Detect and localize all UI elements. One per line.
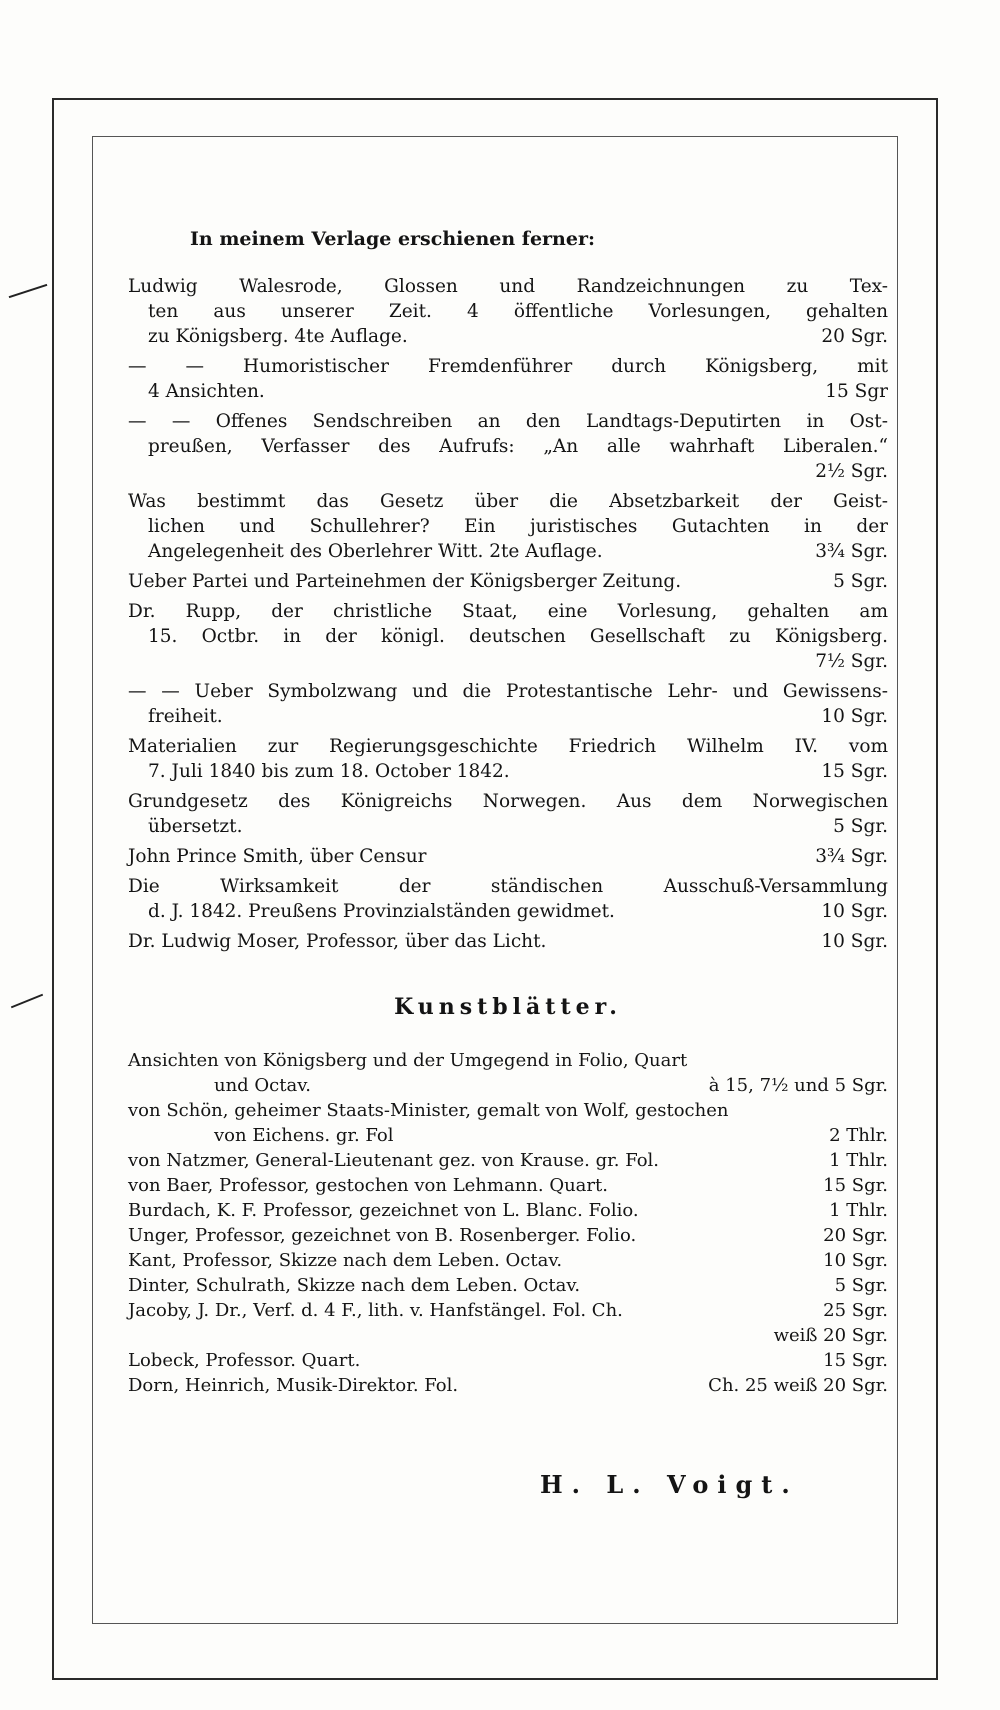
art-print-item xyxy=(128,1173,888,1198)
publication-entry xyxy=(128,354,888,404)
entry-last-line xyxy=(128,649,888,674)
publication-entry xyxy=(128,569,888,594)
entry-last-line xyxy=(128,929,888,954)
art-print-item xyxy=(128,1123,888,1148)
entry-line: 15. Octbr. in der königl. deutschen Gesellschaft zu Königsberg. xyxy=(148,626,888,647)
entry-price: 10 Sgr. xyxy=(821,706,888,727)
art-print-text: Lobeck, Professor. Quart. xyxy=(128,1350,361,1371)
art-print-price: 10 Sgr. xyxy=(823,1250,888,1271)
entry-line: Ludwig Walesrode, Glossen und Randzeichnungen zu Tex- xyxy=(128,276,888,297)
art-print-text: und Octav. xyxy=(214,1075,311,1096)
margin-mark-top xyxy=(9,284,48,298)
entry-text: zu Königsberg. 4te Auflage. xyxy=(148,326,408,347)
art-print-text: Jacoby, J. Dr., Verf. d. 4 F., lith. v. Hanfstängel. Fol. Ch. xyxy=(128,1300,623,1321)
art-print-item xyxy=(128,1048,888,1073)
publication-entry xyxy=(128,734,888,784)
entry-line: preußen, Verfasser des Aufrufs: „An alle wahrhaft Liberalen.“ xyxy=(148,436,888,457)
publisher-signature: H. L. Voigt. xyxy=(540,1470,799,1499)
publication-entry xyxy=(128,274,888,349)
entry-line: — — Ueber Symbolzwang und die Protestantische Lehr- und Gewissens- xyxy=(128,681,888,702)
art-print-text: Burdach, K. F. Professor, gezeichnet von L. Blanc. Folio. xyxy=(128,1200,639,1221)
publication-entry xyxy=(128,874,888,924)
section-title-kunstblaetter: Kunstblätter. xyxy=(394,994,622,1020)
entry-price: 15 Sgr xyxy=(825,381,888,402)
entry-line: — — Humoristischer Fremdenführer durch Königsberg, mit xyxy=(128,356,888,377)
entry-line: lichen und Schullehrer? Ein juristisches Gutachten in der xyxy=(148,516,888,537)
entry-last-line xyxy=(128,759,888,784)
entry-price: 10 Sgr. xyxy=(821,901,888,922)
publication-entry xyxy=(128,929,888,954)
entry-text: Angelegenheit des Oberlehrer Witt. 2te Auflage. xyxy=(148,541,603,562)
art-print-text: Unger, Professor, gezeichnet von B. Rosenberger. Folio. xyxy=(128,1225,637,1246)
publication-entry xyxy=(128,599,888,674)
art-print-text: Dinter, Schulrath, Skizze nach dem Leben. Octav. xyxy=(128,1275,581,1296)
art-print-text: von Natzmer, General-Lieutenant gez. von Krause. gr. Fol. xyxy=(128,1150,660,1171)
publication-entry xyxy=(128,844,888,869)
entry-last-line xyxy=(128,704,888,729)
entry-text: John Prince Smith, über Censur xyxy=(128,846,427,867)
art-print-price: 25 Sgr. xyxy=(823,1300,888,1321)
publication-list xyxy=(128,274,888,954)
entry-last-line xyxy=(128,569,888,594)
art-print-price: 15 Sgr. xyxy=(823,1175,888,1196)
entry-price: 3¾ Sgr. xyxy=(815,541,888,562)
entry-line: Materialien zur Regierungsgeschichte Friedrich Wilhelm IV. vom xyxy=(128,736,888,757)
entry-line: ten aus unserer Zeit. 4 öffentliche Vorlesungen, gehalten xyxy=(148,301,888,322)
entry-line: Was bestimmt das Gesetz über die Absetzbarkeit der Geist- xyxy=(128,491,888,512)
art-print-item xyxy=(128,1298,888,1323)
entry-text: 7. Juli 1840 bis zum 18. October 1842. xyxy=(148,761,510,782)
art-print-price: 5 Sgr. xyxy=(834,1275,888,1296)
art-print-price: Ch. 25 weiß 20 Sgr. xyxy=(708,1375,888,1396)
entry-price: 2½ Sgr. xyxy=(815,461,888,482)
entry-text: übersetzt. xyxy=(148,816,243,837)
publication-entry xyxy=(128,789,888,839)
art-print-item xyxy=(128,1073,888,1098)
art-print-item xyxy=(128,1148,888,1173)
entry-text: Ueber Partei und Parteinehmen der Königsberger Zeitung. xyxy=(128,571,682,592)
entry-last-line xyxy=(128,814,888,839)
entry-last-line xyxy=(128,379,888,404)
entry-last-line xyxy=(128,459,888,484)
publication-entry xyxy=(128,679,888,729)
entry-text: Dr. Ludwig Moser, Professor, über das Licht. xyxy=(128,931,547,952)
entry-last-line xyxy=(128,324,888,349)
entry-line: Die Wirksamkeit der ständischen Ausschuß-Versammlung xyxy=(128,876,888,897)
art-print-price: weiß 20 Sgr. xyxy=(773,1325,888,1346)
art-print-price: à 15, 7½ und 5 Sgr. xyxy=(708,1075,888,1096)
art-print-item xyxy=(128,1273,888,1298)
art-print-item xyxy=(128,1348,888,1373)
entry-line: Grundgesetz des Königreichs Norwegen. Aus dem Norwegischen xyxy=(128,791,888,812)
entry-last-line xyxy=(128,539,888,564)
entry-text: d. J. 1842. Preußens Provinzialständen gewidmet. xyxy=(148,901,615,922)
entry-price: 5 Sgr. xyxy=(833,816,888,837)
art-print-text: Dorn, Heinrich, Musik-Direktor. Fol. xyxy=(128,1375,459,1396)
art-print-item xyxy=(128,1198,888,1223)
art-print-price: 20 Sgr. xyxy=(823,1225,888,1246)
art-print-item xyxy=(128,1098,888,1123)
art-print-item xyxy=(128,1248,888,1273)
art-prints-list xyxy=(128,1048,888,1398)
entry-line: Dr. Rupp, der christliche Staat, eine Vorlesung, gehalten am xyxy=(128,601,888,622)
entry-price: 10 Sgr. xyxy=(821,931,888,952)
art-print-text: von Schön, geheimer Staats-Minister, gemalt von Wolf, gestochen xyxy=(128,1100,729,1121)
art-print-text: von Baer, Professor, gestochen von Lehmann. Quart. xyxy=(128,1175,608,1196)
entry-price: 7½ Sgr. xyxy=(815,651,888,672)
entry-price: 3¾ Sgr. xyxy=(815,846,888,867)
art-print-item xyxy=(128,1223,888,1248)
entry-text: freiheit. xyxy=(148,706,223,727)
publication-entry xyxy=(128,489,888,564)
intro-heading: In meinem Verlage erschienen ferner: xyxy=(190,228,595,250)
entry-text: 4 Ansichten. xyxy=(148,381,265,402)
art-print-price: 15 Sgr. xyxy=(823,1350,888,1371)
entry-price: 15 Sgr. xyxy=(821,761,888,782)
art-print-price: 1 Thlr. xyxy=(829,1200,888,1221)
margin-mark-bottom xyxy=(11,994,43,1009)
art-print-item xyxy=(128,1373,888,1398)
art-print-text: Ansichten von Königsberg und der Umgegend in Folio, Quart xyxy=(128,1050,688,1071)
entry-price: 20 Sgr. xyxy=(821,326,888,347)
advertisement-content xyxy=(128,228,888,1398)
art-print-text: Kant, Professor, Skizze nach dem Leben. Octav. xyxy=(128,1250,563,1271)
entry-price: 5 Sgr. xyxy=(833,571,888,592)
art-print-price: 1 Thlr. xyxy=(829,1150,888,1171)
art-print-price: 2 Thlr. xyxy=(829,1125,888,1146)
art-print-item xyxy=(128,1323,888,1348)
publication-entry xyxy=(128,409,888,484)
entry-last-line xyxy=(128,844,888,869)
entry-line: — — Offenes Sendschreiben an den Landtags-Deputirten in Ost- xyxy=(128,411,888,432)
entry-last-line xyxy=(128,899,888,924)
art-print-text: von Eichens. gr. Fol xyxy=(214,1125,394,1146)
